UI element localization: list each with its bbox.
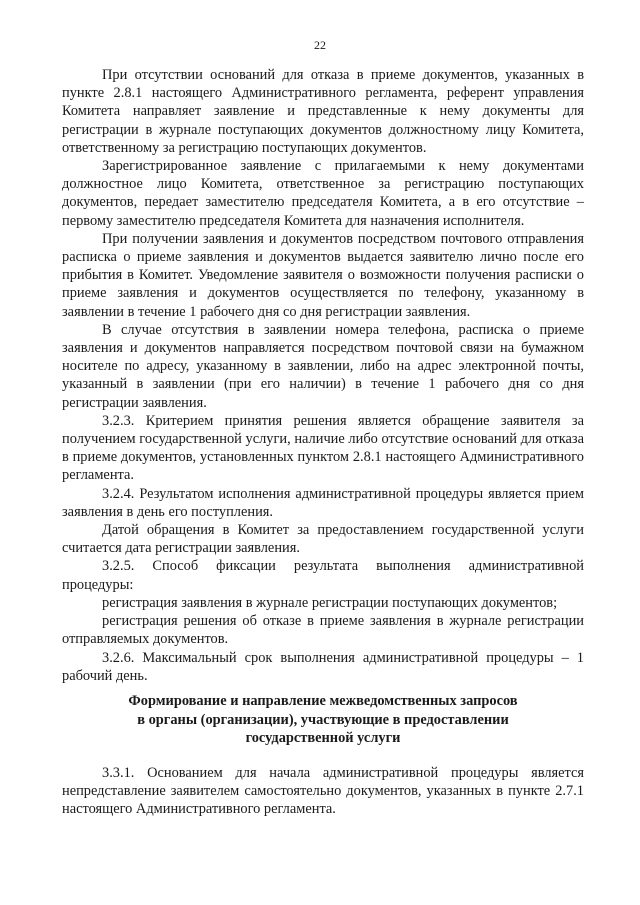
section-heading xyxy=(62,692,584,748)
heading-line: в органы (организации), участвующие в предоставлении xyxy=(137,711,509,728)
paragraph: 3.2.3. Критерием принятия решения является обращение заявителя за получением государственной услуги, наличие либо отсутствие оснований для отказа в приеме документов, установленных пунктом 2.8.1 настоящего Административного регламента. xyxy=(62,412,584,484)
paragraph: 3.2.4. Результатом исполнения административной процедуры является прием заявления в день его поступления. xyxy=(62,485,584,520)
paragraph: Зарегистрированное заявление с прилагаемыми к нему документами должностное лицо Комитета, ответственное за регистрацию поступающих документов, передает заместителю председателя Комитета, а в его отсутствие – первому заместителю председателя Комитета для назначения исполнителя. xyxy=(62,158,584,229)
paragraph: В случае отсутствия в заявлении номера телефона, расписка о приеме заявления и документов направляется посредством почтовой связи на бумажном носителе по адресу, указанному в заявлении, либо на адрес электронной почты, указанный в заявлении (при его наличии) в течение 1 рабочего дня со дня регистрации заявления. xyxy=(62,321,584,411)
paragraph: регистрация заявления в журнале регистрации поступающих документов; xyxy=(102,594,558,611)
section-body xyxy=(62,764,584,819)
paragraph: 3.2.5. Способ фиксации результата выполнения административной процедуры: xyxy=(62,558,584,593)
paragraph: При отсутствии оснований для отказа в приеме документов, указанных в пункте 2.8.1 настоящего Административного регламента, референт управления Комитета направляет заявление и представленные к нему документы для регистрации в журнале поступающих документов должностному лицу Комитета, ответственному за регистрацию поступающих документов. xyxy=(62,67,584,156)
paragraph: 3.3.1. Основанием для начала административной процедуры является непредставление заявителем самостоятельно документов, указанных в пункте 2.7.1 настоящего Административного регламента. xyxy=(62,765,584,818)
paragraph: 3.2.6. Максимальный срок выполнения административной процедуры – 1 рабочий день. xyxy=(62,649,584,684)
heading-line: Формирование и направление межведомственных запросов xyxy=(128,693,518,709)
page-number: 22 xyxy=(314,38,326,52)
paragraph: регистрация решения об отказе в приеме заявления в журнале регистрации отправляемых документов. xyxy=(62,613,584,648)
heading-line: государственной услуги xyxy=(245,730,401,746)
paragraph: Датой обращения в Комитет за предоставлением государственной услуги считается дата регистрации заявления. xyxy=(62,522,584,557)
paragraph: При получении заявления и документов посредством почтового отправления расписка о приеме заявления и документов выдается заявителю лично после его прибытия в Комитет. Уведомление заявителя о возможности получения расписки о приеме заявления и документов осуществляется по телефону, указанному в заявлении в течение 1 рабочего дня со дня регистрации заявления. xyxy=(62,230,584,320)
body-text xyxy=(62,66,584,685)
